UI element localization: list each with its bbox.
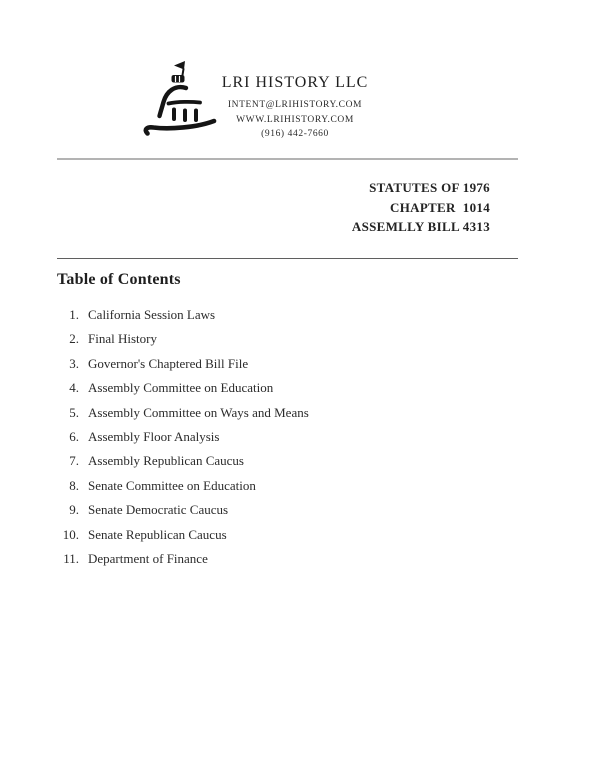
toc-item (57, 523, 497, 547)
toc-item-label: Senate Democratic Caucus (88, 502, 229, 518)
toc-heading: Table of Contents (57, 271, 181, 288)
toc-item-label: Governor's Chaptered Bill File (88, 355, 249, 371)
letterhead (110, 74, 480, 142)
toc-item-label: Senate Committee on Education (88, 477, 256, 493)
company-phone: (916) 442-7660 (261, 129, 329, 139)
toc-item (57, 449, 497, 473)
toc-list (57, 303, 497, 571)
chapter-line: CHAPTER 1014 (390, 199, 490, 215)
table-of-contents (57, 270, 497, 571)
toc-item-label: Final History (88, 331, 157, 347)
toc-item-number: 3. (69, 355, 79, 371)
toc-item (57, 303, 497, 327)
assembly-bill-line: ASSEMLLY BILL 4313 (351, 219, 490, 234)
company-email: INTENT@LRIHISTORY.COM (227, 100, 363, 110)
toc-item-label: Assembly Committee on Education (88, 380, 274, 396)
toc-item-label: Senate Republican Caucus (88, 526, 227, 542)
statutes-line: STATUTES OF 1976 (369, 180, 490, 195)
toc-item (57, 376, 497, 400)
horizontal-rule-top (57, 158, 518, 160)
toc-item-number: 5. (69, 404, 79, 420)
toc-item-label: Assembly Floor Analysis (88, 428, 220, 444)
toc-item (57, 352, 497, 376)
company-name: LRI HISTORY LLC (221, 74, 369, 91)
toc-item-number: 7. (69, 453, 79, 469)
statute-reference (352, 178, 490, 237)
toc-item (57, 474, 497, 498)
toc-item-number: 11. (63, 550, 79, 566)
horizontal-rule-middle (57, 258, 518, 259)
toc-item-number: 2. (69, 331, 79, 347)
toc-item (57, 401, 497, 425)
toc-item (57, 327, 497, 351)
toc-item-number: 10. (62, 526, 79, 542)
toc-item (57, 498, 497, 522)
toc-item-number: 4. (69, 380, 79, 396)
toc-item-number: 1. (69, 307, 79, 322)
toc-item-label: Department of Finance (88, 550, 208, 566)
toc-item-number: 6. (69, 428, 79, 444)
toc-item-number: 9. (69, 502, 79, 518)
toc-item-label: Assembly Republican Caucus (88, 453, 244, 469)
toc-item (57, 547, 497, 571)
toc-item-label: Assembly Committee on Ways and Means (88, 404, 309, 420)
toc-item-label: California Session Laws (88, 307, 216, 322)
toc-item-number: 8. (69, 477, 79, 493)
company-website: WWW.LRIHISTORY.COM (236, 114, 354, 125)
toc-item (57, 425, 497, 449)
